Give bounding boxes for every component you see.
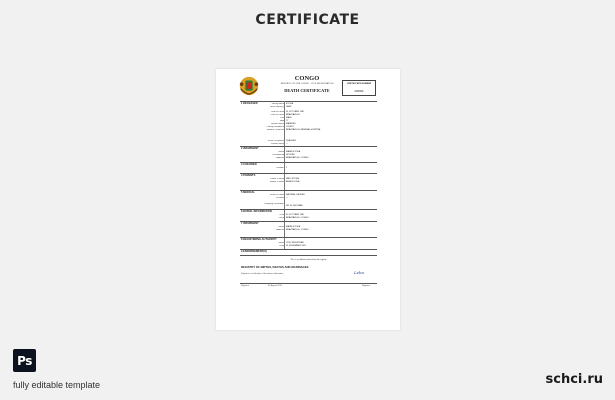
field-value: BRAZZAVILLE: [286, 114, 300, 116]
certificate-subtitle: REPUBLIC OF THE CONGO · CIVIL REGISTRATION: [280, 83, 334, 85]
form-divider: [240, 190, 377, 191]
footer-right: Registrar: [362, 285, 371, 287]
field-value: —: [286, 197, 289, 199]
field-label: Primary Residence: [266, 126, 284, 128]
certificate-document: [216, 69, 400, 330]
field-label: Name: [278, 242, 284, 244]
field-label: Address: [276, 157, 284, 159]
form-divider: [240, 283, 377, 284]
certificate-number-box: [342, 80, 376, 96]
editable-caption: fully editable template: [13, 380, 101, 390]
field-value: BRAZZAVILLE GENERAL HOSPITAL: [286, 129, 321, 131]
field-label: Marital Status: [271, 123, 284, 125]
field-label: Place of Death: [270, 114, 284, 116]
certificate-number-value: 000000: [354, 90, 364, 93]
field-value: 2: [286, 167, 288, 169]
section-title: 6 BURIAL INFORMATION: [241, 210, 272, 213]
field-label: Given Name(s): [270, 106, 284, 108]
field-value: BRAZZAVILLE, CONGO: [286, 217, 309, 219]
field-value: —: [286, 143, 289, 145]
footer-date: 01 August 2019: [268, 285, 282, 287]
field-label: Certifying Practitioner: [264, 203, 284, 205]
section-title: 1 DECEASED: [241, 102, 258, 105]
form-column-divider: [284, 101, 288, 249]
field-label: Date: [279, 245, 284, 247]
field-value: 77: [286, 120, 289, 122]
section-title: 4 PARENTS: [241, 174, 256, 177]
section-title: 3 CHILDREN: [241, 163, 257, 166]
section-title: 8 REGISTERING AUTHORITY: [241, 238, 277, 241]
certificate-number-label: CERTIFICATE NUMBER: [346, 83, 372, 85]
field-label: Relationship: [272, 154, 284, 156]
field-label: Name: [278, 226, 284, 228]
country-name: CONGO: [294, 75, 320, 82]
coat-of-arms-icon: [238, 75, 260, 97]
field-value: TEACHER: [286, 140, 296, 142]
field-label: Mother's Name: [269, 181, 284, 183]
field-label: Sex: [280, 117, 284, 119]
certificate-form: [240, 99, 377, 323]
field-value: JEAN: [286, 106, 292, 108]
field-label: Family Name: [271, 103, 284, 105]
registry-title: REGISTRY OF BIRTHS, DEATHS AND MARRIAGES: [241, 265, 309, 269]
field-label: Place: [278, 217, 284, 219]
extract-note: This is an official extract from the registry: [290, 259, 327, 261]
field-label: Name: [278, 151, 284, 153]
page-title: CERTIFICATE: [255, 12, 360, 28]
field-label: Usual Occupation: [267, 140, 284, 142]
form-divider: [240, 146, 377, 147]
field-value: SPOUSE: [286, 154, 295, 156]
field-label: Father's Name: [270, 178, 284, 180]
field-label: Date of Death: [271, 111, 284, 113]
field-value: 24 OCTOBER 1987: [286, 111, 305, 113]
field-label: Former Name: [271, 143, 284, 145]
form-divider: [240, 101, 377, 102]
field-label: Number: [276, 167, 284, 169]
registry-note: Registrar's certification of the above information: [241, 273, 284, 275]
field-value: BRAZZAVILLE, CONGO: [286, 229, 309, 231]
field-value: PAUL ETOKA: [286, 178, 299, 180]
field-value: NATURAL CAUSES: [286, 194, 305, 196]
field-value: MARIE ETOKA: [286, 151, 301, 153]
field-value: BRAZZAVILLE, CONGO: [286, 157, 309, 159]
field-value: CONGO: [286, 126, 294, 128]
field-value: MARIE ETOKA: [286, 226, 301, 228]
section-title: 2 INFORMANT: [241, 147, 259, 150]
form-divider: [240, 173, 377, 174]
field-label: Date: [279, 214, 284, 216]
registrar-signature: Lebo: [354, 270, 364, 275]
form-divider: [240, 162, 377, 163]
field-label: Address: [276, 229, 284, 231]
field-value: 01 NOVEMBER 1987: [286, 245, 306, 247]
field-value: ETOKA: [286, 103, 294, 105]
form-divider: [240, 221, 377, 222]
section-title: 7 INFORMANT: [241, 222, 259, 225]
field-label: Age: [280, 120, 284, 122]
certificate-kind: DEATH CERTIFICATE: [284, 87, 330, 93]
footer-left: Registrar: [241, 285, 250, 287]
field-value: DR. M. NGOUABI: [286, 205, 303, 207]
field-value: ANNE ETOKA: [286, 181, 300, 183]
section-title: 5 MEDICAL: [241, 191, 255, 194]
field-value: 30 OCTOBER 1987: [286, 214, 305, 216]
field-label: Cause of Death: [269, 194, 284, 196]
section-title: 9 ENDORSEMENT(S): [241, 250, 267, 253]
field-value: CIVIL REGISTRAR: [286, 242, 304, 244]
brand-watermark: schci.ru: [545, 372, 603, 387]
field-label: Medical Certificate: [266, 129, 284, 131]
field-value: MARRIED: [286, 123, 296, 125]
form-divider: [240, 255, 377, 256]
field-label: Duration: [276, 197, 284, 199]
photoshop-icon: Ps: [13, 349, 36, 372]
field-value: MALE: [286, 117, 292, 119]
